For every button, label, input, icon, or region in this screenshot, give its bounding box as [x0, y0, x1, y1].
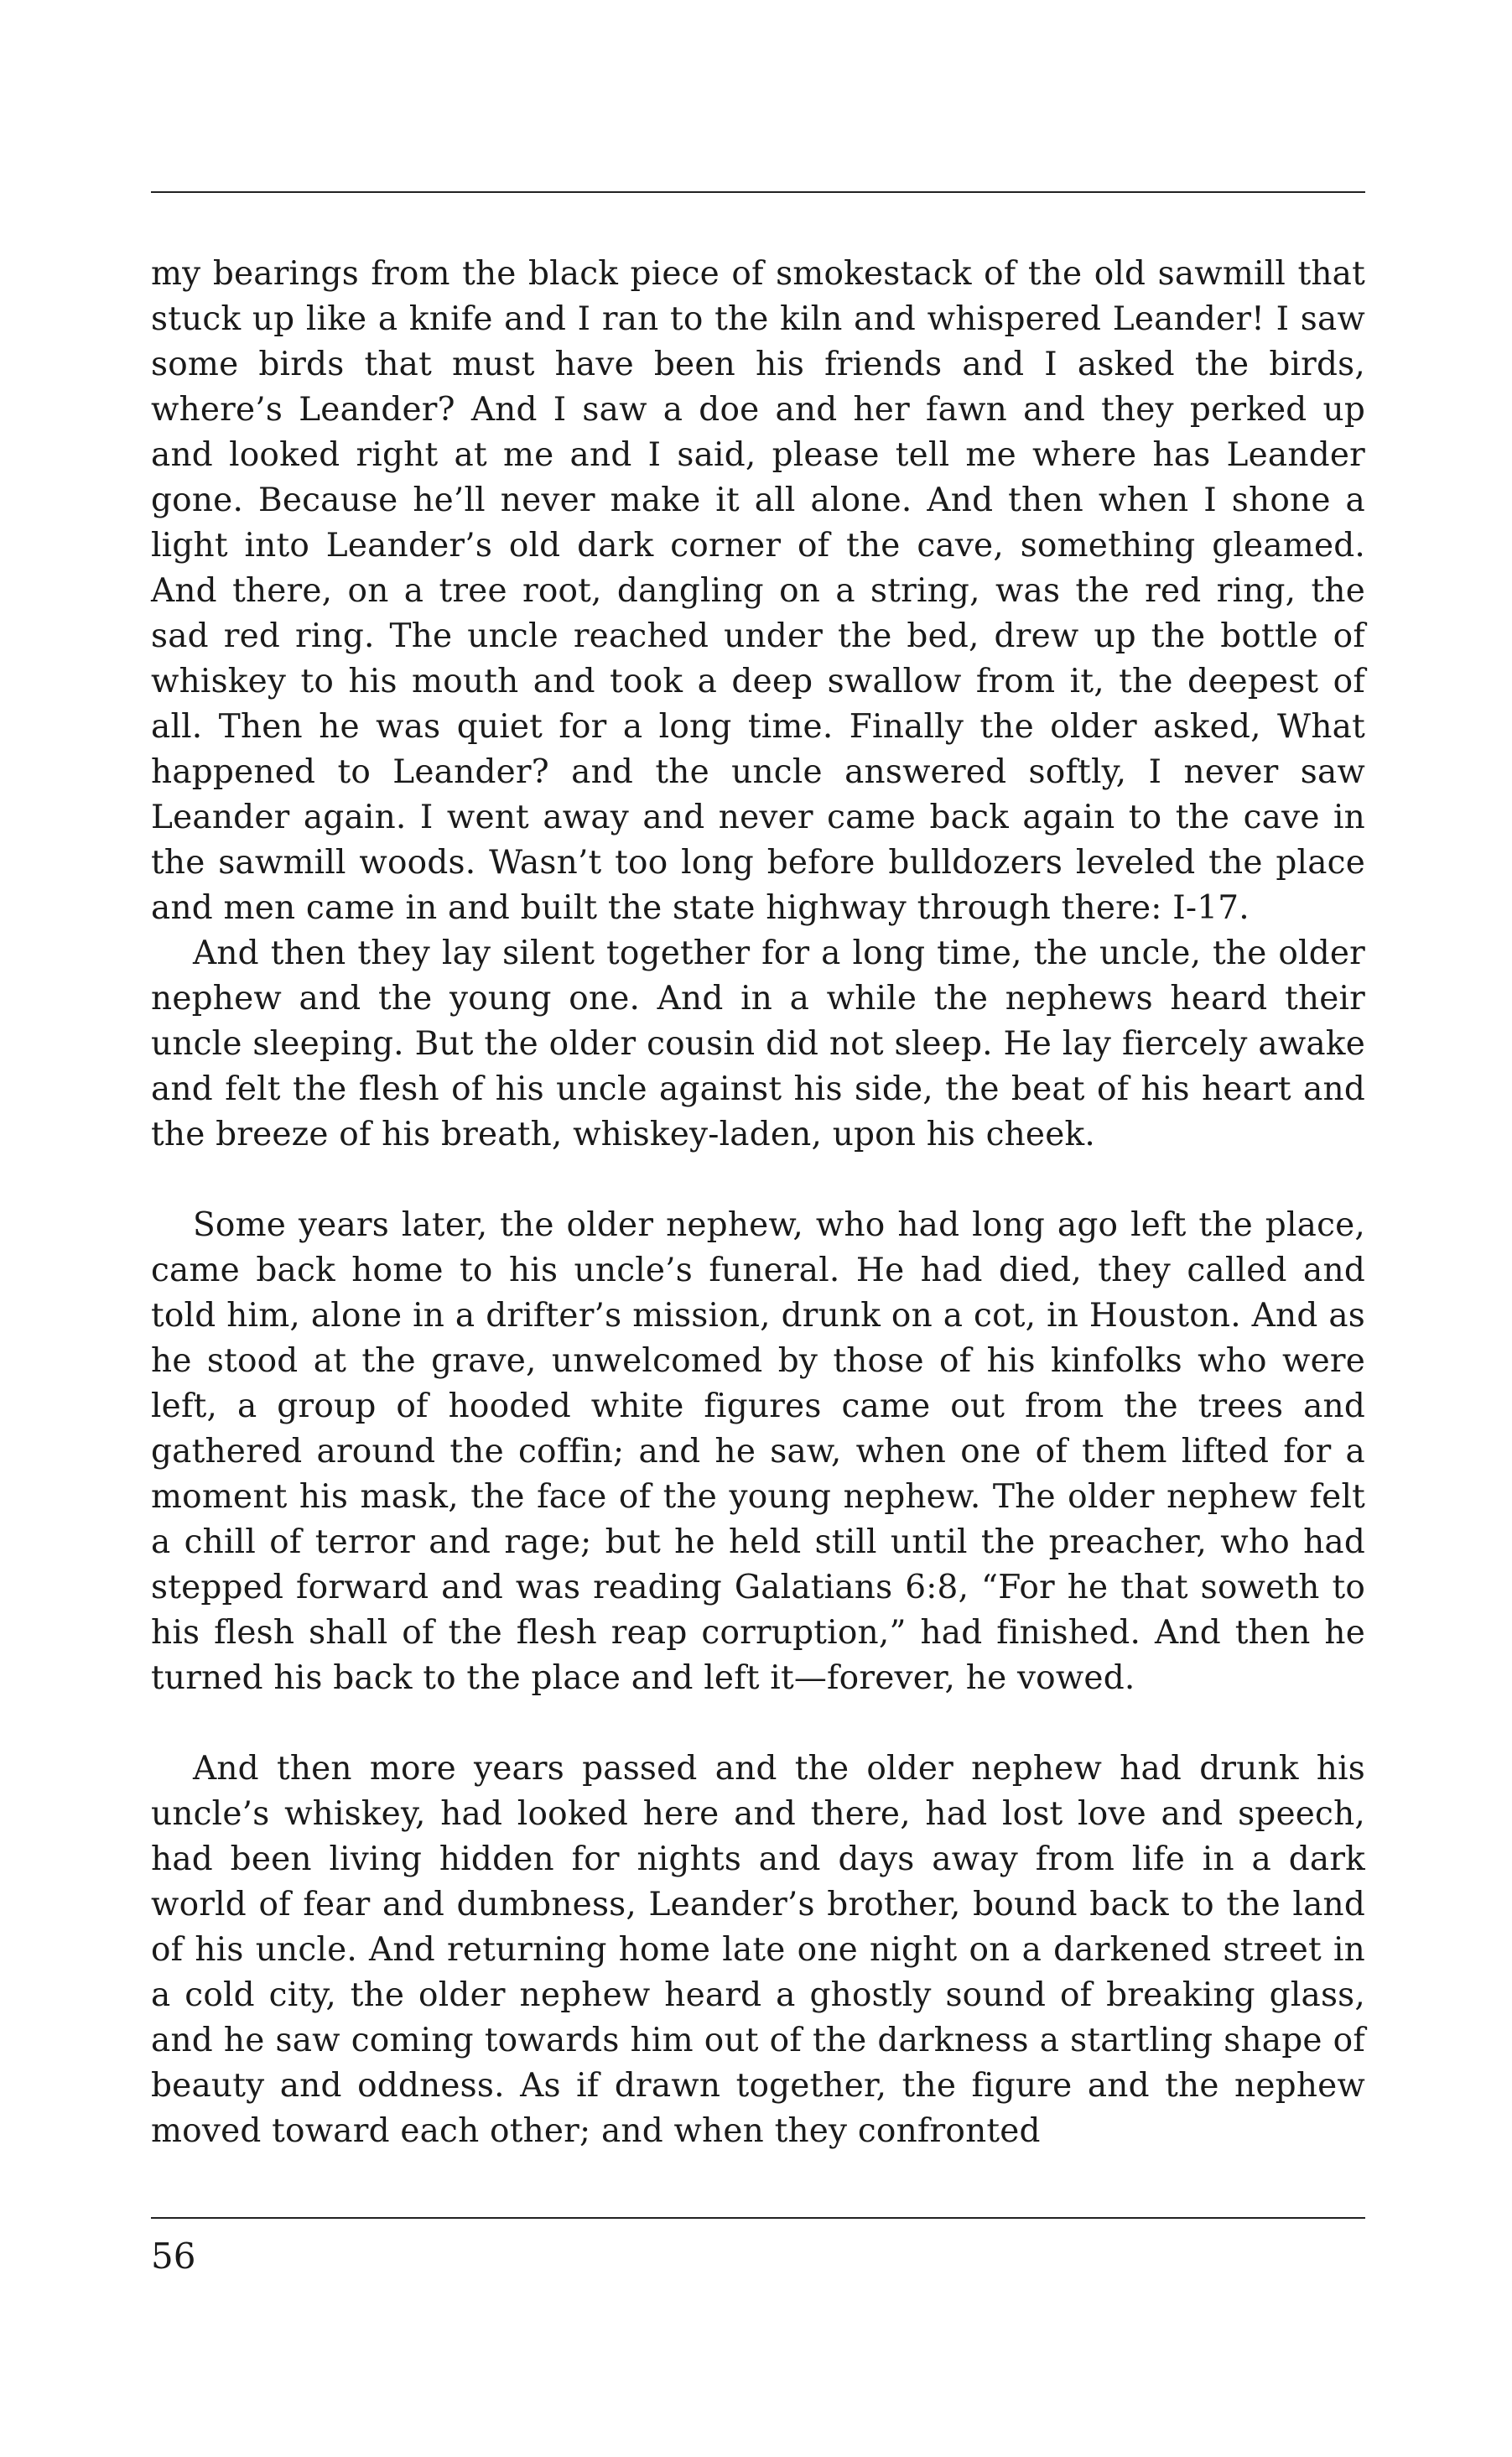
page-number: 56	[151, 2236, 196, 2277]
paragraph-funeral: Some years later, the older nephew, who had long ago left the place, came back home to his uncle’s funeral. He had died, they called and told him, alone in a drifter’s mission, drunk on a cot, in Houston. And as he stood at the grave, unwelcomed by those of his kinfolks who were left, a group of hooded white figures came out from the trees and gathered around the coffin; and he saw, when one of them lifted for a moment his mask, the face of the young nephew. The older nephew felt a chill of terror and rage; but he held still until the preacher, who had stepped forward and was reading Galatians 6:8, “For he that soweth to his flesh shall of the flesh reap corruption,” had finished. And then he turned his back to the place and left it—forever, he vowed.	[151, 1206, 1365, 1697]
body-text	[151, 252, 1365, 2154]
top-rule	[151, 191, 1365, 193]
paragraph-more-years: And then more years passed and the older nephew had drunk his uncle’s whiskey, had looked here and there, had lost love and speech, had been living hidden for nights and days away from life in a dark world of fear and dumbness, Leander’s brother, bound back to the land of his uncle. And returning home late one night on a darkened street in a cold city, the older nephew heard a ghostly sound of breaking glass, and he saw coming towards him out of the darkness a startling shape of beauty and oddness. As if drawn together, the figure and the nephew moved toward each other; and when they confronted	[151, 1750, 1365, 2150]
bottom-rule	[151, 2217, 1365, 2219]
paragraph-silent-together: And then they lay silent together for a long time, the uncle, the older nephew and the young one. And in a while the nephews heard their uncle sleeping. But the older cousin did not sleep. He lay fiercely awake and felt the flesh of his uncle against his side, the beat of his heart and the breeze of his breath, whiskey-laden, upon his cheek.	[151, 934, 1365, 1153]
paragraph-continuation: my bearings from the black piece of smokestack of the old sawmill that stuck up like a knife and I ran to the kiln and whispered Leander! I saw some birds that must have been his friends and I asked the birds, where’s Leander? And I saw a doe and her fawn and they perked up and looked right at me and I said, please tell me where has Leander gone. Because he’ll never make it all alone. And then when I shone a light into Leander’s old dark corner of the cave, something gleamed. And there, on a tree root, dangling on a string, was the red ring, the sad red ring. The uncle reached under the bed, drew up the bottle of whiskey to his mouth and took a deep swallow from it, the deepest of all. Then he was quiet for a long time. Finally the older asked, What happened to Leander? and the uncle answered softly, I never saw Leander again. I went away and never came back again to the cave in the sawmill woods. Wasn’t too long before bulldozers leveled the place and men came in and built the state highway through there: I-17.	[151, 255, 1365, 927]
